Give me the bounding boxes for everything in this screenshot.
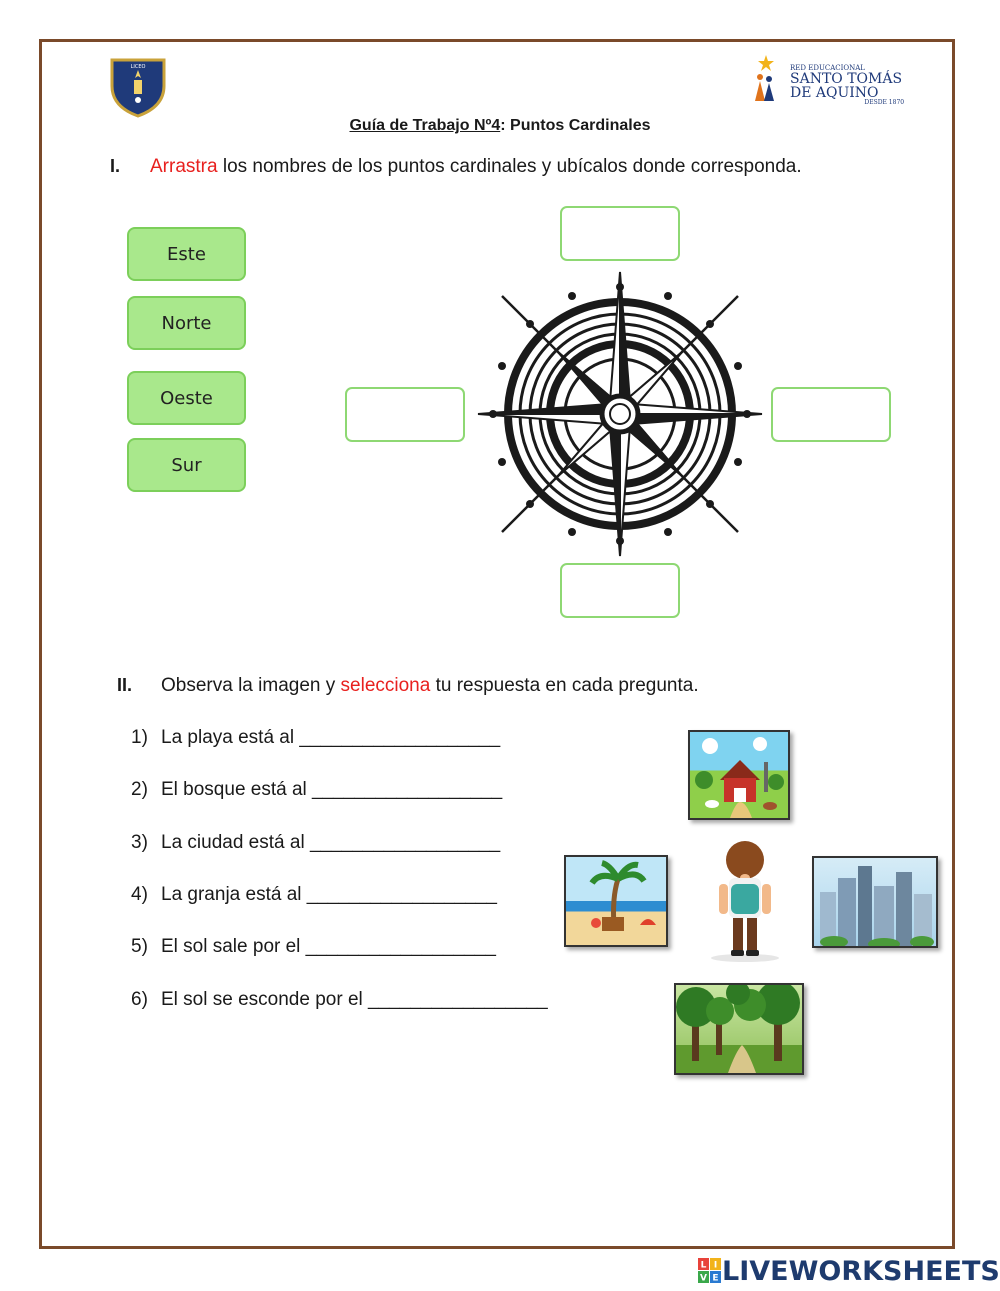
draggable-word-este[interactable]: Este [127, 227, 246, 281]
svg-text:E: E [712, 1273, 719, 1284]
forest-image [674, 983, 804, 1075]
boy-image [705, 838, 785, 963]
draggable-word-sur[interactable]: Sur [127, 438, 246, 492]
drop-box-west[interactable] [345, 387, 465, 442]
svg-text:L: L [700, 1260, 707, 1271]
liveworksheets-text: LIVEWORKSHEETS [722, 1255, 1000, 1287]
compass-rose-icon [474, 268, 766, 560]
school-crest-icon [108, 56, 168, 118]
liveworksheets-badge-icon [698, 1258, 722, 1284]
svg-text:I: I [713, 1260, 718, 1271]
star-people-icon [752, 55, 776, 103]
right-logo-text: RED EDUCACIONAL SANTO TOMÁS DE AQUINO DESDE 1870 [790, 64, 905, 106]
section-2-heading: II. Observa la imagen y selecciona tu respuesta en cada pregunta. [117, 675, 699, 696]
svg-text:LICEO: LICEO [130, 64, 146, 70]
section-1-heading: I. Arrastra los nombres de los puntos cardinales y ubícalos donde corresponda. [110, 156, 802, 177]
page-border [39, 39, 955, 1249]
draggable-word-norte[interactable]: Norte [127, 296, 246, 350]
question-1[interactable]: 1) La playa está al ___________________ [131, 727, 501, 748]
drop-box-east[interactable] [771, 387, 891, 442]
question-2[interactable]: 2) El bosque está al __________________ [131, 779, 503, 800]
question-4[interactable]: 4) La granja está al __________________ [131, 884, 497, 905]
farm-image [688, 730, 790, 820]
liveworksheets-logo [698, 1256, 1000, 1286]
question-5[interactable]: 5) El sol sale por el __________________ [131, 936, 496, 957]
question-6[interactable]: 6) El sol se esconde por el _________________ [131, 989, 548, 1010]
page-title: Guía de Trabajo Nº4: Puntos Cardinales [349, 117, 651, 134]
city-image [812, 856, 938, 948]
beach-image [564, 855, 668, 947]
drop-box-north[interactable] [560, 206, 680, 261]
draggable-word-oeste[interactable]: Oeste [127, 371, 246, 425]
question-3[interactable]: 3) La ciudad está al __________________ [131, 832, 501, 853]
svg-text:V: V [700, 1273, 707, 1284]
drop-box-south[interactable] [560, 563, 680, 618]
